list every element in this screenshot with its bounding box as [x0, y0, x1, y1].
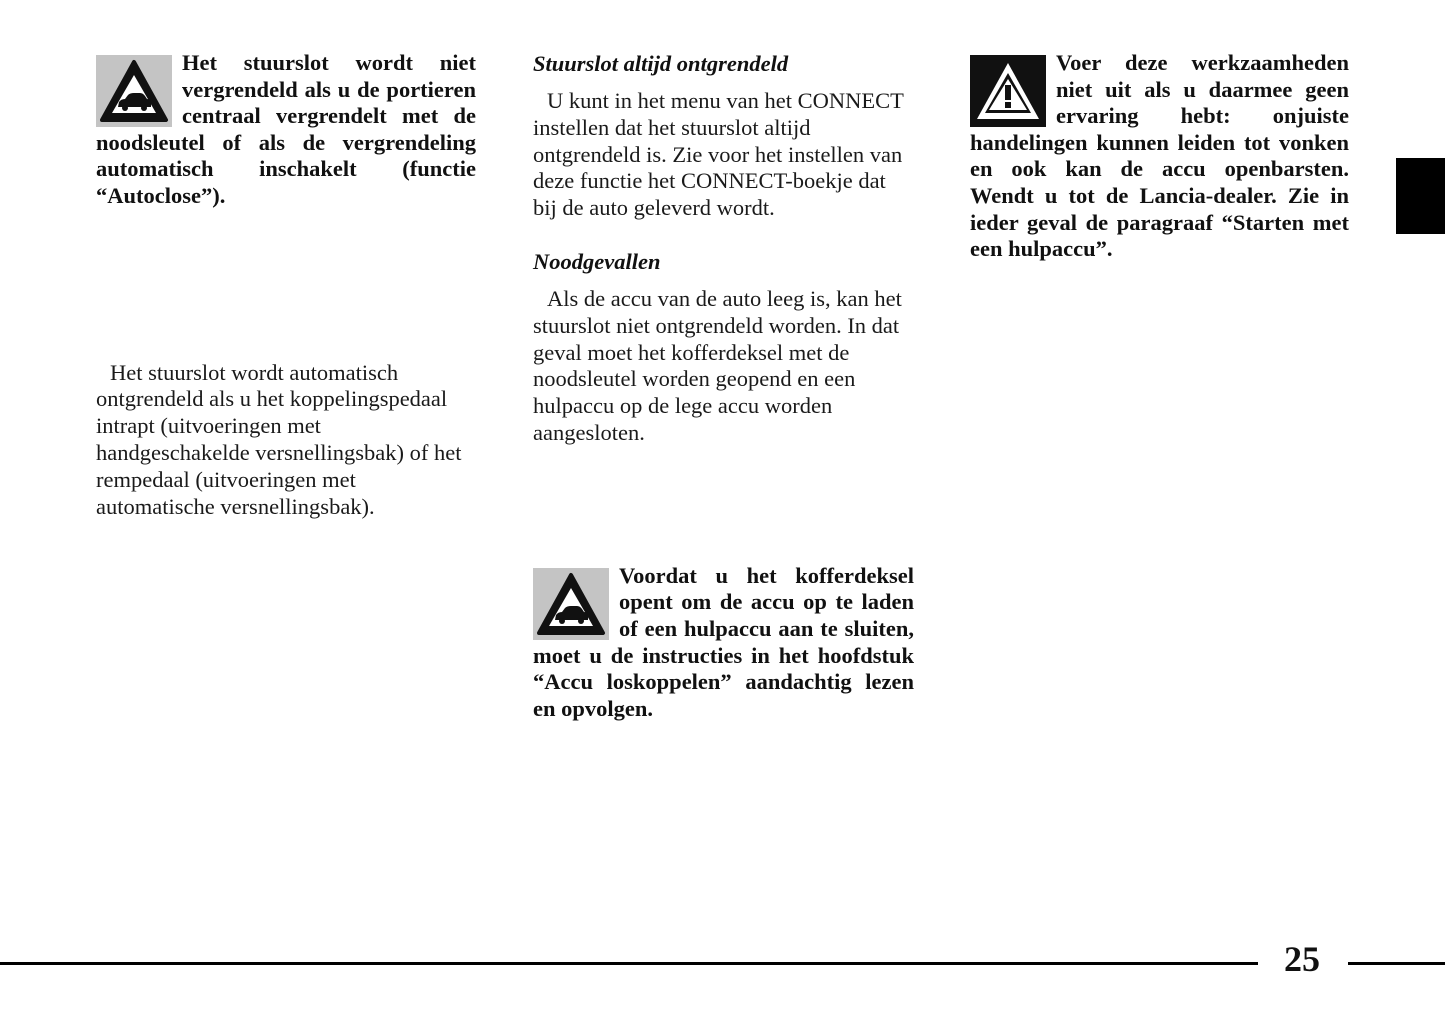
body-paragraph: Als de accu van de auto leeg is, kan het stuurslot niet ontgrendeld worden. In dat geval moet het kofferdeksel met de noodsleutel worden geopend en een hulpaccu op de lege accu worden aangesloten. — [533, 285, 902, 445]
section-heading: Noodgevallen — [533, 248, 661, 274]
warning-text: Voer deze werkzaamheden niet uit als u daarmee geen ervaring hebt: onjuiste handelingen kunnen leiden tot vonken en ook kan de accu openbarsten. Wendt u tot de Lancia-dealer. Zie in ieder geval de paragraaf “Starten met een hulpaccu”. — [970, 50, 1349, 262]
footer-rule — [1348, 962, 1445, 965]
car-warning-note — [533, 563, 914, 723]
footer-rule — [0, 962, 1258, 965]
danger-warning-note — [970, 50, 1349, 263]
chapter-tab-marker — [1396, 158, 1445, 234]
warning-text: Het stuurslot wordt niet vergrendeld als u de portieren centraal vergrendelt met de noodsleutel of als de vergrendeling automatisch inschakelt (functie “Autoclose”). — [96, 50, 476, 208]
middle-column — [533, 50, 914, 722]
car-warning-triangle-icon — [533, 568, 609, 640]
left-column — [96, 50, 476, 520]
section-heading: Stuurslot altijd ontgrendeld — [533, 51, 789, 76]
right-column — [970, 50, 1349, 263]
car-warning-triangle-icon — [96, 55, 172, 127]
body-paragraph: Het stuurslot wordt automatisch ontgrendeld als u het koppelingspedaal intrapt (uitvoeringen met handgeschakelde versnellingsbak) of het rempedaal (uitvoeringen met automatische versnellingsbak). — [96, 359, 462, 519]
warning-text: Voordat u het kofferdeksel opent om de accu op te laden of een hulpaccu aan te sluiten, moet u de instructies in het hoofdstuk “Accu loskoppelen” aandachtig lezen en opvolgen. — [533, 562, 914, 721]
body-paragraph: U kunt in het menu van het CONNECT instellen dat het stuurslot altijd ontgrendeld is. Zie voor het instellen van deze functie het CONNECT-boekje dat bij de auto geleverd wordt. — [533, 88, 904, 221]
page-number: 25 — [1284, 939, 1320, 979]
danger-warning-triangle-icon — [970, 55, 1046, 127]
car-warning-note — [96, 50, 476, 210]
